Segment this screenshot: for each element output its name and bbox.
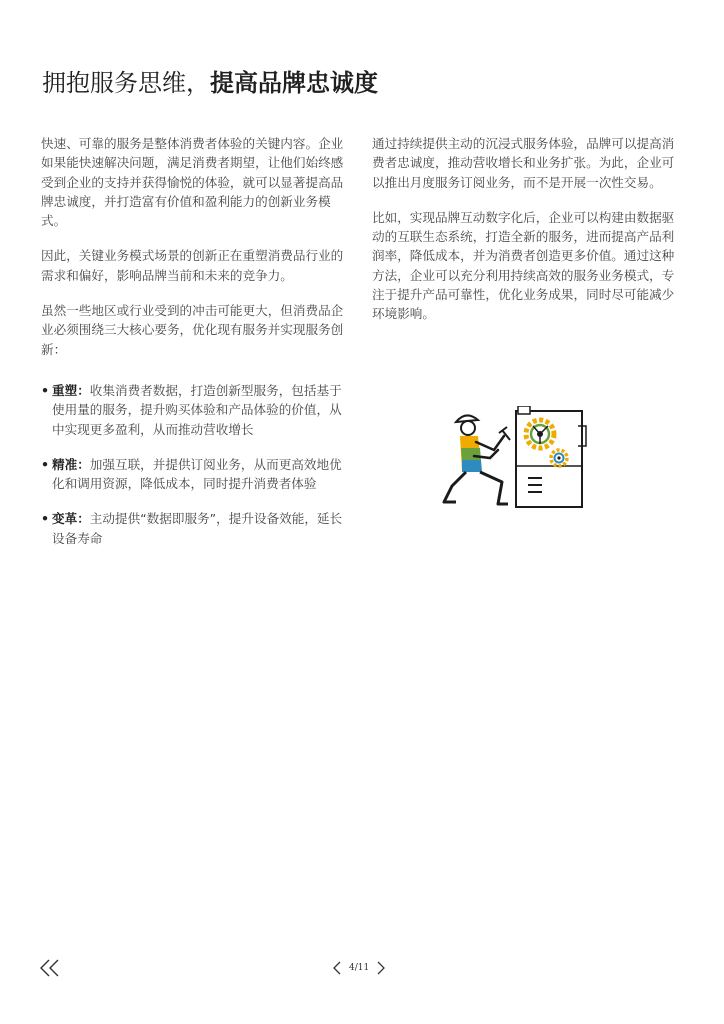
chevron-left-icon[interactable] [332,960,342,976]
page-title [42,66,378,100]
list-item-text: 主动提供“数据即服务”，提升设备效能，延长设备寿命 [52,511,343,546]
list-item [41,509,353,548]
list-item-text: 收集消费者数据，打造创新型服务，包括基于使用量的服务，提升购买体验和产品体验的价值，从中实现更多盈利，从而推动营收增长 [52,382,342,437]
chevron-right-icon[interactable] [376,960,386,976]
bullet-icon: • [41,382,50,398]
list-item-term: 重塑： [52,382,90,398]
paragraph: 虽然一些地区或行业受到的冲击可能更大，但消费品企业必须围绕三大核心要务，优化现有服务并实现服务创新： [41,303,344,357]
paragraph: 快速、可靠的服务是整体消费者体验的关键内容。企业如果能快速解决问题，满足消费者期望，让他们始终感受到企业的支持并获得愉悦的体验，就可以显著提高品牌忠诚度，并打造富有价值和盈利能力的创新业务模式。 [41,136,344,229]
list-item-term: 变革： [52,511,90,527]
technician-with-machine-and-gears-icon [438,406,588,511]
left-column [41,134,353,564]
list-item [41,455,353,494]
pagination [332,959,386,977]
list-item-term: 精准： [52,456,90,472]
list-item [41,381,353,439]
paragraph: 因此，关键业务模式场景的创新正在重塑消费品行业的需求和偏好，影响品牌当前和未来的竞争力。 [41,248,344,283]
priorities-list [41,381,353,548]
paragraph: 通过持续提供主动的沉浸式服务体验，品牌可以提高消费者忠诚度，推动营收增长和业务扩张。为此，企业可以推出月度服务订阅业务，而不是开展一次性交易。 [372,136,675,190]
bullet-icon: • [41,511,50,527]
list-item-text: 加强互联，并提供订阅业务，从而更高效地优化和调用资源，降低成本，同时提升消费者体验 [52,456,342,492]
double-chevron-left-icon[interactable] [39,957,61,979]
paragraph: 比如，实现品牌互动数字化后，企业可以构建由数据驱动的互联生态系统，打造全新的服务，进而提高产品利润率，降低成本，并为消费者创造更多价值。通过这种方法，企业可以充分利用持续高效的服务业务模式，专注于提升产品可靠性，优化业务成果，同时尽可能减少环境影响。 [372,209,675,322]
bullet-icon: • [41,456,50,472]
page-title-regular: 拥抱服务思维， [42,69,210,97]
page-number: 4/11 [349,963,370,973]
page-title-bold: 提高品牌忠诚度 [210,69,378,97]
right-column [372,134,684,340]
